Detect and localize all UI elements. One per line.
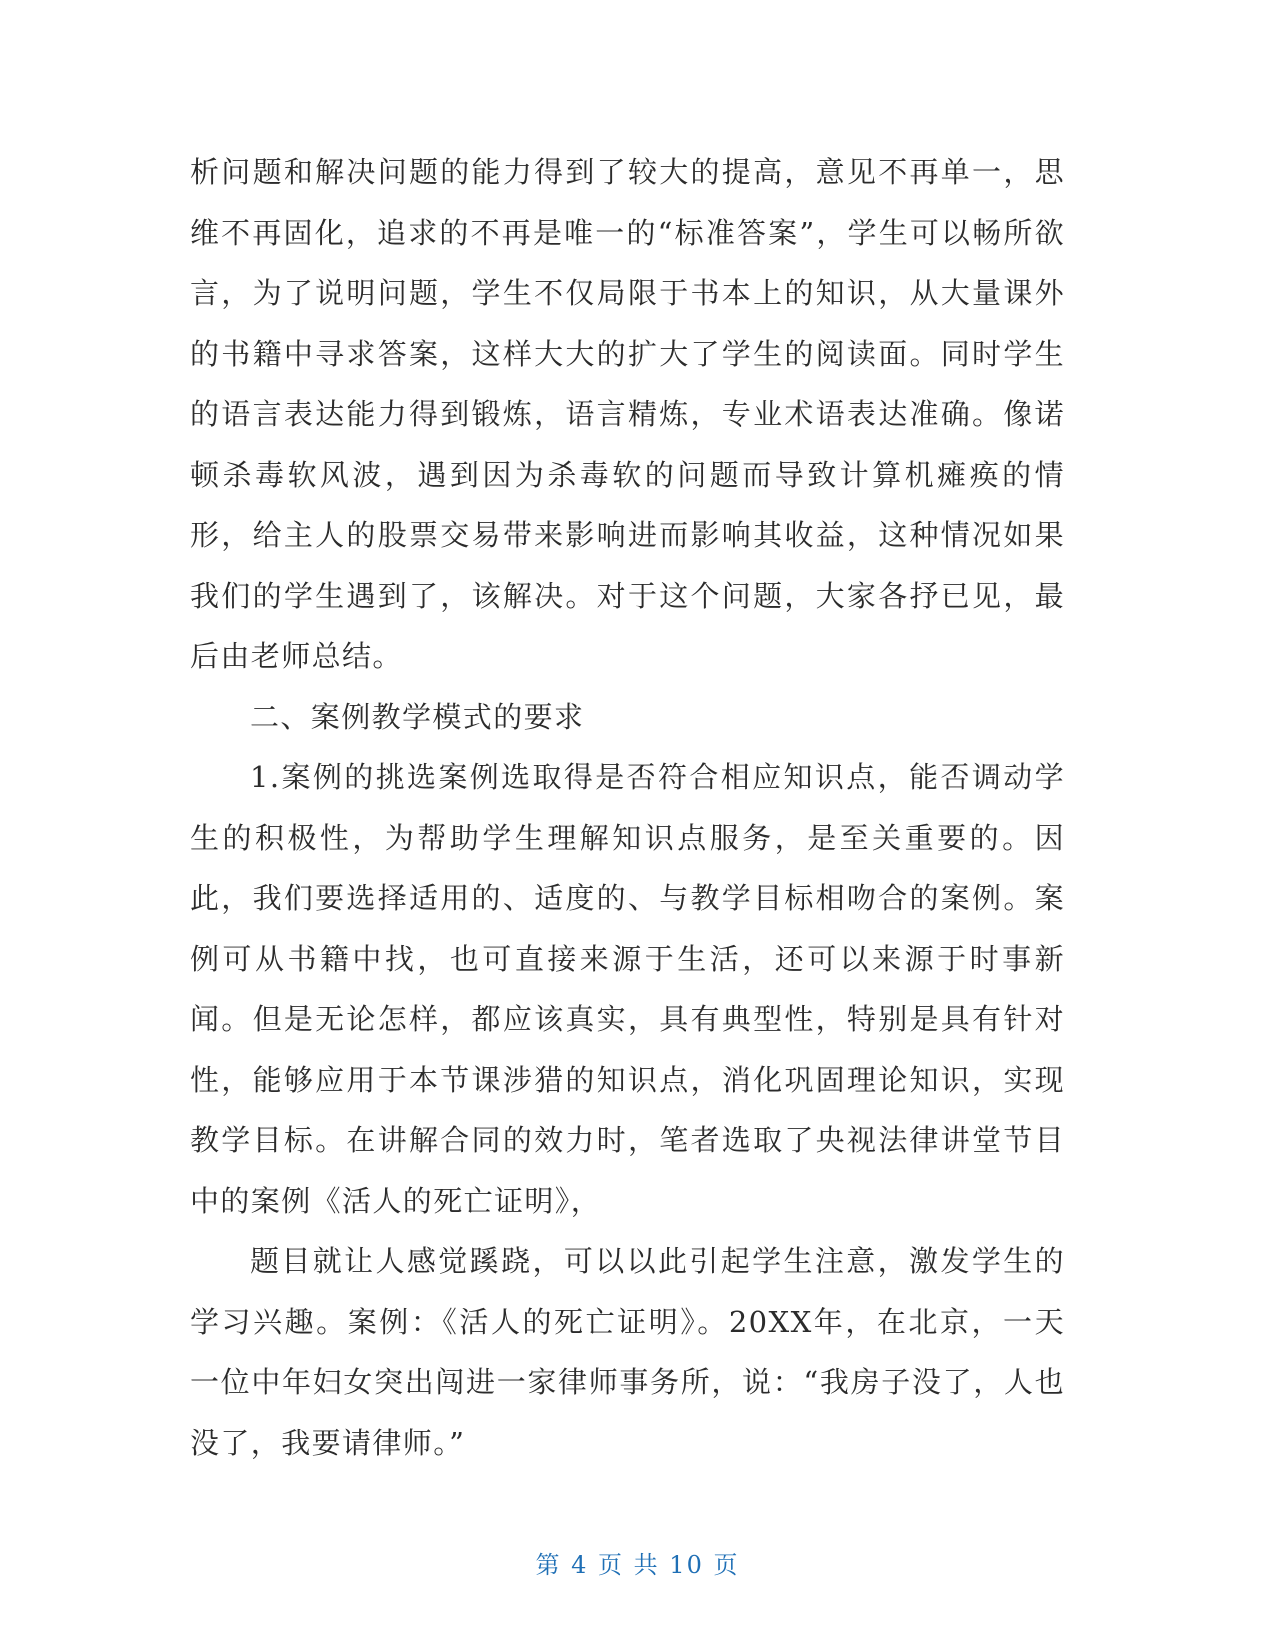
paragraph-continuation: 析问题和解决问题的能力得到了较大的提高，意见不再单一，思维不再固化，追求的不再是唯一的“标准答案”，学生可以畅所欲言，为了说明问题，学生不仅局限于书本上的知识，从大量课外的书籍中寻求答案，这样大大的扩大了学生的阅读面。同时学生的语言表达能力得到锻炼，语言精炼，专业术语表达准确。像诺顿杀毒软风波，遇到因为杀毒软的问题而导致计算机瘫痪的情形，给主人的股票交易带来影响进而影响其收益，这种情况如果我们的学生遇到了，该解决。对于这个问题，大家各抒已见，最后由老师总结。	[190, 155, 1065, 673]
paragraph-case-selection: 1.案例的挑选案例选取得是否符合相应知识点，能否调动学生的积极性，为帮助学生理解知识点服务，是至关重要的。因此，我们要选择适用的、适度的、与教学目标相吻合的案例。案例可从书籍中找，也可直接来源于生活，还可以来源于时事新闻。但是无论怎样，都应该真实，具有典型性，特别是具有针对性，能够应用于本节课涉猎的知识点，消化巩固理论知识，实现教学目标。在讲解合同的效力时，笔者选取了央视法律讲堂节目中的案例《活人的死亡证明》，	[190, 760, 1065, 1218]
paragraph-case-example: 题目就让人感觉蹊跷，可以以此引起学生注意，激发学生的学习兴趣。案例：《活人的死亡证明》。20XX年，在北京，一天一位中年妇女突出闯进一家律师事务所，说：“我房子没了，人也没了，我要请律师。”	[190, 1244, 1065, 1460]
page-number-footer: 第 4 页 共 10 页	[535, 1551, 740, 1579]
section-heading: 二、案例教学模式的要求	[250, 699, 585, 734]
document-body	[190, 142, 1065, 1473]
